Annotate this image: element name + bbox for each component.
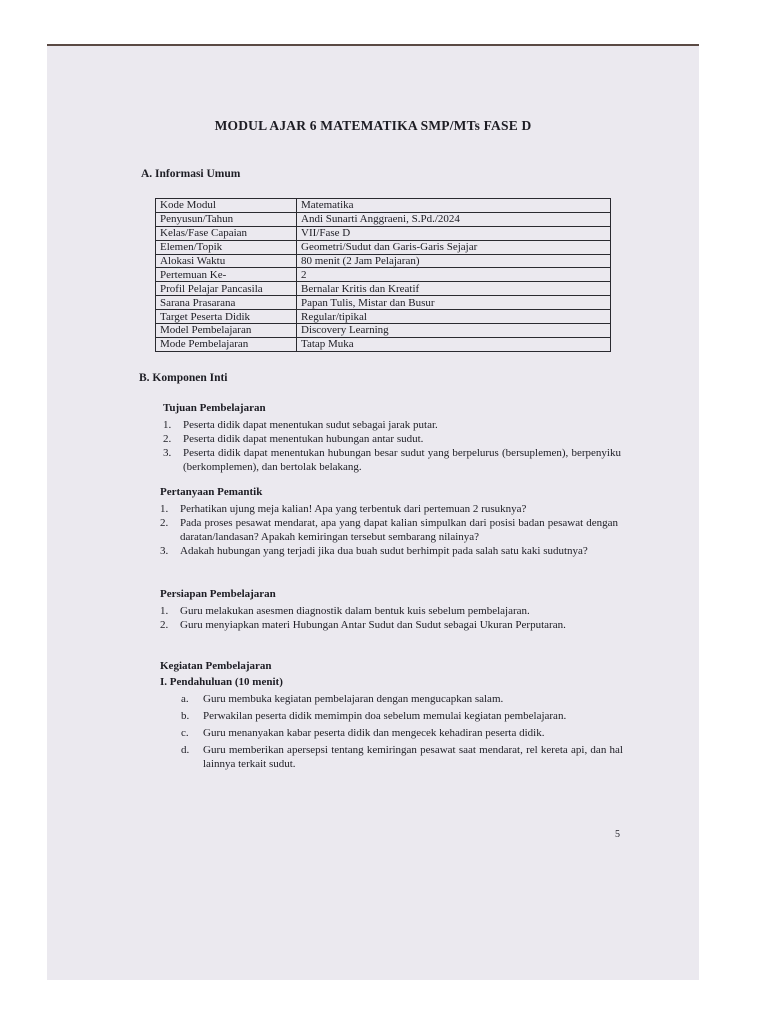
list-text: Guru melakukan asesmen diagnostik dalam bentuk kuis sebelum pembelajaran.	[180, 605, 530, 617]
list-text: Adakah hubungan yang terjadi jika dua buah sudut berhimpit pada salah satu kaki sudutnya?	[180, 545, 588, 557]
tujuan-heading: Tujuan Pembelajaran	[163, 402, 266, 414]
kegiatan-heading: Kegiatan Pembelajaran	[160, 660, 272, 672]
list-number: 3.	[160, 545, 169, 557]
list-text: Peserta didik dapat menentukan sudut sebagai jarak putar.	[183, 419, 438, 431]
list-text: Peserta didik dapat menentukan hubungan antar sudut.	[183, 433, 424, 445]
list-text: Guru memberikan apersepsi tentang kemiringan pesawat saat mendarat, rel kereta api, dan hal lainnya terkait sudut.	[203, 744, 623, 770]
table-row	[156, 282, 611, 296]
list-item	[181, 743, 623, 771]
table-label-cell: Kode Modul	[156, 199, 297, 213]
table-value-cell: VII/Fase D	[297, 226, 611, 240]
section-b-heading: B. Komponen Inti	[139, 372, 228, 384]
table-row	[156, 337, 611, 351]
pendahuluan-heading: I. Pendahuluan (10 menit)	[160, 676, 283, 688]
table-label-cell: Elemen/Topik	[156, 240, 297, 254]
list-text: Guru menyiapkan materi Hubungan Antar Sudut dan Sudut sebagai Ukuran Perputaran.	[180, 619, 566, 631]
table-value-cell: Matematika	[297, 199, 611, 213]
list-number: 2.	[160, 619, 169, 631]
table-row	[156, 268, 611, 282]
pertanyaan-list	[160, 502, 618, 558]
table-value-cell: Papan Tulis, Mistar dan Busur	[297, 296, 611, 310]
table-value-cell: 2	[297, 268, 611, 282]
table-value-cell: Bernalar Kritis dan Kreatif	[297, 282, 611, 296]
table-value-cell: Discovery Learning	[297, 324, 611, 338]
table-row	[156, 240, 611, 254]
table-label-cell: Kelas/Fase Capaian	[156, 226, 297, 240]
list-item	[160, 604, 618, 618]
table-row	[156, 254, 611, 268]
table-value-cell: Geometri/Sudut dan Garis-Garis Sejajar	[297, 240, 611, 254]
table-value-cell: Tatap Muka	[297, 337, 611, 351]
list-text: Pada proses pesawat mendarat, apa yang dapat kalian simpulkan dari posisi badan pesawat dengan daratan/landasan? Apakah kemiringan tersebut sembarang nilainya?	[180, 517, 618, 543]
tujuan-list	[163, 418, 621, 474]
list-number: 1.	[160, 605, 169, 617]
list-number: 1.	[163, 419, 172, 431]
info-table	[155, 198, 611, 352]
table-row	[156, 226, 611, 240]
list-text: Perwakilan peserta didik memimpin doa sebelum memulai kegiatan pembelajaran.	[203, 710, 567, 722]
list-item	[160, 502, 618, 516]
table-row	[156, 296, 611, 310]
document-title: MODUL AJAR 6 MATEMATIKA SMP/MTs FASE D	[214, 118, 532, 133]
list-text: Peserta didik dapat menentukan hubungan besar sudut yang berpelurus (bersuplemen), berpenyiku (berkomplemen), dan bertolak belakang.	[183, 447, 621, 473]
list-number: 2.	[163, 433, 172, 445]
pendahuluan-list	[181, 692, 623, 771]
table-label-cell: Profil Pelajar Pancasila	[156, 282, 297, 296]
table-label-cell: Target Peserta Didik	[156, 310, 297, 324]
table-label-cell: Alokasi Waktu	[156, 254, 297, 268]
list-letter: c.	[181, 727, 189, 739]
table-row	[156, 324, 611, 338]
table-label-cell: Penyusun/Tahun	[156, 212, 297, 226]
list-item	[163, 446, 621, 474]
list-number: 2.	[160, 517, 169, 529]
list-item	[160, 516, 618, 544]
list-item	[163, 432, 621, 446]
list-item	[181, 709, 623, 723]
table-label-cell: Mode Pembelajaran	[156, 337, 297, 351]
list-item	[160, 618, 618, 632]
list-text: Perhatikan ujung meja kalian! Apa yang terbentuk dari pertemuan 2 rusuknya?	[180, 503, 527, 515]
list-number: 3.	[163, 447, 172, 459]
table-label-cell: Pertemuan Ke-	[156, 268, 297, 282]
document-page	[47, 44, 699, 980]
table-value-cell: Regular/tipikal	[297, 310, 611, 324]
table-row	[156, 310, 611, 324]
list-item	[160, 544, 618, 558]
list-item	[163, 418, 621, 432]
table-row	[156, 212, 611, 226]
table-label-cell: Sarana Prasarana	[156, 296, 297, 310]
table-value-cell: 80 menit (2 Jam Pelajaran)	[297, 254, 611, 268]
list-text: Guru membuka kegiatan pembelajaran dengan mengucapkan salam.	[203, 693, 504, 705]
list-letter: b.	[181, 710, 190, 722]
list-letter: a.	[181, 693, 189, 705]
list-item	[181, 692, 623, 706]
section-a-heading: A. Informasi Umum	[141, 168, 241, 180]
pertanyaan-heading: Pertanyaan Pemantik	[160, 486, 263, 498]
persiapan-heading: Persiapan Pembelajaran	[160, 588, 276, 600]
list-number: 1.	[160, 503, 169, 515]
persiapan-list	[160, 604, 618, 632]
table-label-cell: Model Pembelajaran	[156, 324, 297, 338]
list-letter: d.	[181, 744, 190, 756]
table-row	[156, 199, 611, 213]
list-text: Guru menanyakan kabar peserta didik dan mengecek kehadiran peserta didik.	[203, 727, 545, 739]
table-value-cell: Andi Sunarti Anggraeni, S.Pd./2024	[297, 212, 611, 226]
page-number: 5	[615, 829, 620, 840]
list-item	[181, 726, 623, 740]
